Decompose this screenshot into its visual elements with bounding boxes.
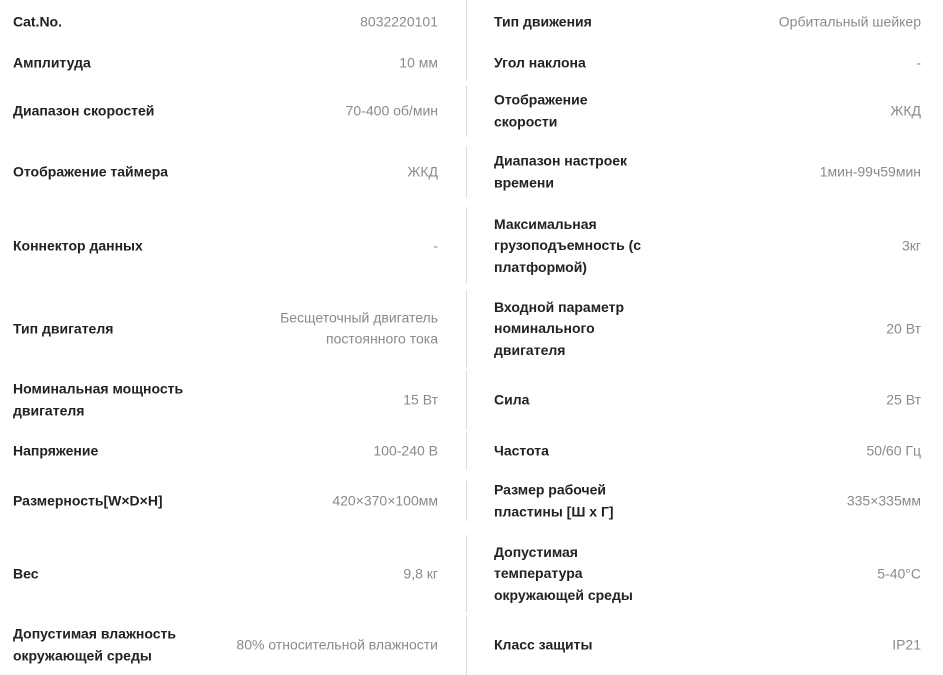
spec-row bbox=[0, 290, 943, 367]
spec-row bbox=[0, 146, 943, 198]
spec-label: Коннектор данных bbox=[13, 236, 143, 253]
spec-label: Номинальная мощность двигателя bbox=[13, 380, 184, 418]
spec-value: 9,8 кг bbox=[403, 564, 438, 581]
spec-cell-left bbox=[0, 44, 466, 81]
spec-label: Размерность[W×D×H] bbox=[13, 492, 163, 509]
spec-label: Входной параметр номинального двигателя bbox=[494, 298, 625, 358]
spec-value: - bbox=[916, 53, 921, 70]
spec-value: 50/60 Гц bbox=[866, 442, 921, 459]
spec-value: 10 мм bbox=[399, 53, 438, 70]
spec-cell-left bbox=[0, 207, 466, 284]
spec-label: Класс защиты bbox=[494, 636, 593, 653]
spec-cell-left bbox=[0, 370, 466, 430]
spec-cell-right bbox=[466, 207, 943, 284]
spec-value: Бесщеточный двигатель постоянного тока bbox=[280, 309, 438, 347]
spec-label: Частота bbox=[494, 442, 549, 459]
spec-label: Вес bbox=[13, 564, 39, 581]
spec-value: 5-40°C bbox=[877, 564, 921, 581]
spec-cell-right bbox=[466, 146, 943, 198]
spec-row bbox=[0, 207, 943, 284]
spec-value: 100-240 В bbox=[373, 442, 438, 459]
spec-label: Диапазон настроек времени bbox=[494, 152, 628, 190]
spec-cell-right bbox=[466, 481, 943, 521]
spec-cell-right bbox=[466, 0, 943, 44]
spec-value: 80% относительной влажности bbox=[236, 636, 438, 653]
spec-label: Тип двигателя bbox=[13, 319, 114, 336]
spec-cell-left bbox=[0, 146, 466, 198]
spec-value: 335×335мм bbox=[846, 492, 921, 509]
spec-cell-right bbox=[466, 535, 943, 612]
spec-value: ЖКД bbox=[407, 163, 438, 180]
spec-label: Отображение таймера bbox=[13, 163, 169, 180]
spec-cell-right bbox=[466, 615, 943, 675]
spec-row bbox=[0, 615, 943, 675]
spec-value: - bbox=[433, 236, 438, 253]
spec-cell-right bbox=[466, 432, 943, 470]
spec-value: 1мин-99ч59мин bbox=[819, 163, 921, 180]
spec-cell-left bbox=[0, 432, 466, 470]
spec-cell-right bbox=[466, 290, 943, 367]
spec-cell-left bbox=[0, 481, 466, 521]
spec-value: 3кг bbox=[901, 236, 921, 253]
spec-label: Угол наклона bbox=[494, 53, 586, 70]
spec-value: 20 Вт bbox=[886, 319, 921, 336]
spec-label: Сила bbox=[494, 391, 530, 408]
spec-cell-right bbox=[466, 44, 943, 81]
spec-cell-left bbox=[0, 0, 466, 44]
spec-cell-left bbox=[0, 535, 466, 612]
spec-label: Амплитуда bbox=[13, 53, 91, 70]
spec-label: Напряжение bbox=[13, 442, 99, 459]
spec-value: ЖКД bbox=[890, 102, 921, 119]
spec-value: Орбитальный шейкер bbox=[778, 13, 921, 30]
spec-row bbox=[0, 0, 943, 44]
spec-label: Размер рабочей пластины [Ш х Г] bbox=[494, 481, 614, 519]
spec-label: Cat.No. bbox=[13, 13, 62, 30]
spec-cell-right bbox=[466, 370, 943, 430]
spec-label: Тип движения bbox=[494, 13, 592, 30]
spec-row bbox=[0, 432, 943, 470]
spec-value: 420×370×100мм bbox=[332, 492, 438, 509]
spec-value: 8032220101 bbox=[360, 13, 438, 30]
spec-label: Отображение скорости bbox=[494, 91, 588, 129]
spec-value: 70-400 об/мин bbox=[345, 102, 438, 119]
spec-cell-right bbox=[466, 85, 943, 137]
spec-row bbox=[0, 44, 943, 81]
spec-value: 15 Вт bbox=[403, 391, 438, 408]
spec-row bbox=[0, 535, 943, 612]
spec-cell-left bbox=[0, 615, 466, 675]
spec-label: Допустимая влажность окружающей среды bbox=[13, 625, 176, 663]
spec-value: 25 Вт bbox=[886, 391, 921, 408]
spec-row bbox=[0, 370, 943, 430]
spec-cell-left bbox=[0, 85, 466, 137]
spec-row bbox=[0, 481, 943, 521]
spec-label: Максимальная грузоподъемность (с платформой) bbox=[494, 215, 642, 275]
spec-cell-left bbox=[0, 290, 466, 367]
spec-value: IP21 bbox=[892, 636, 921, 653]
spec-label: Диапазон скоростей bbox=[13, 102, 155, 119]
spec-row bbox=[0, 85, 943, 137]
spec-label: Допустимая температура окружающей среды bbox=[494, 543, 633, 603]
